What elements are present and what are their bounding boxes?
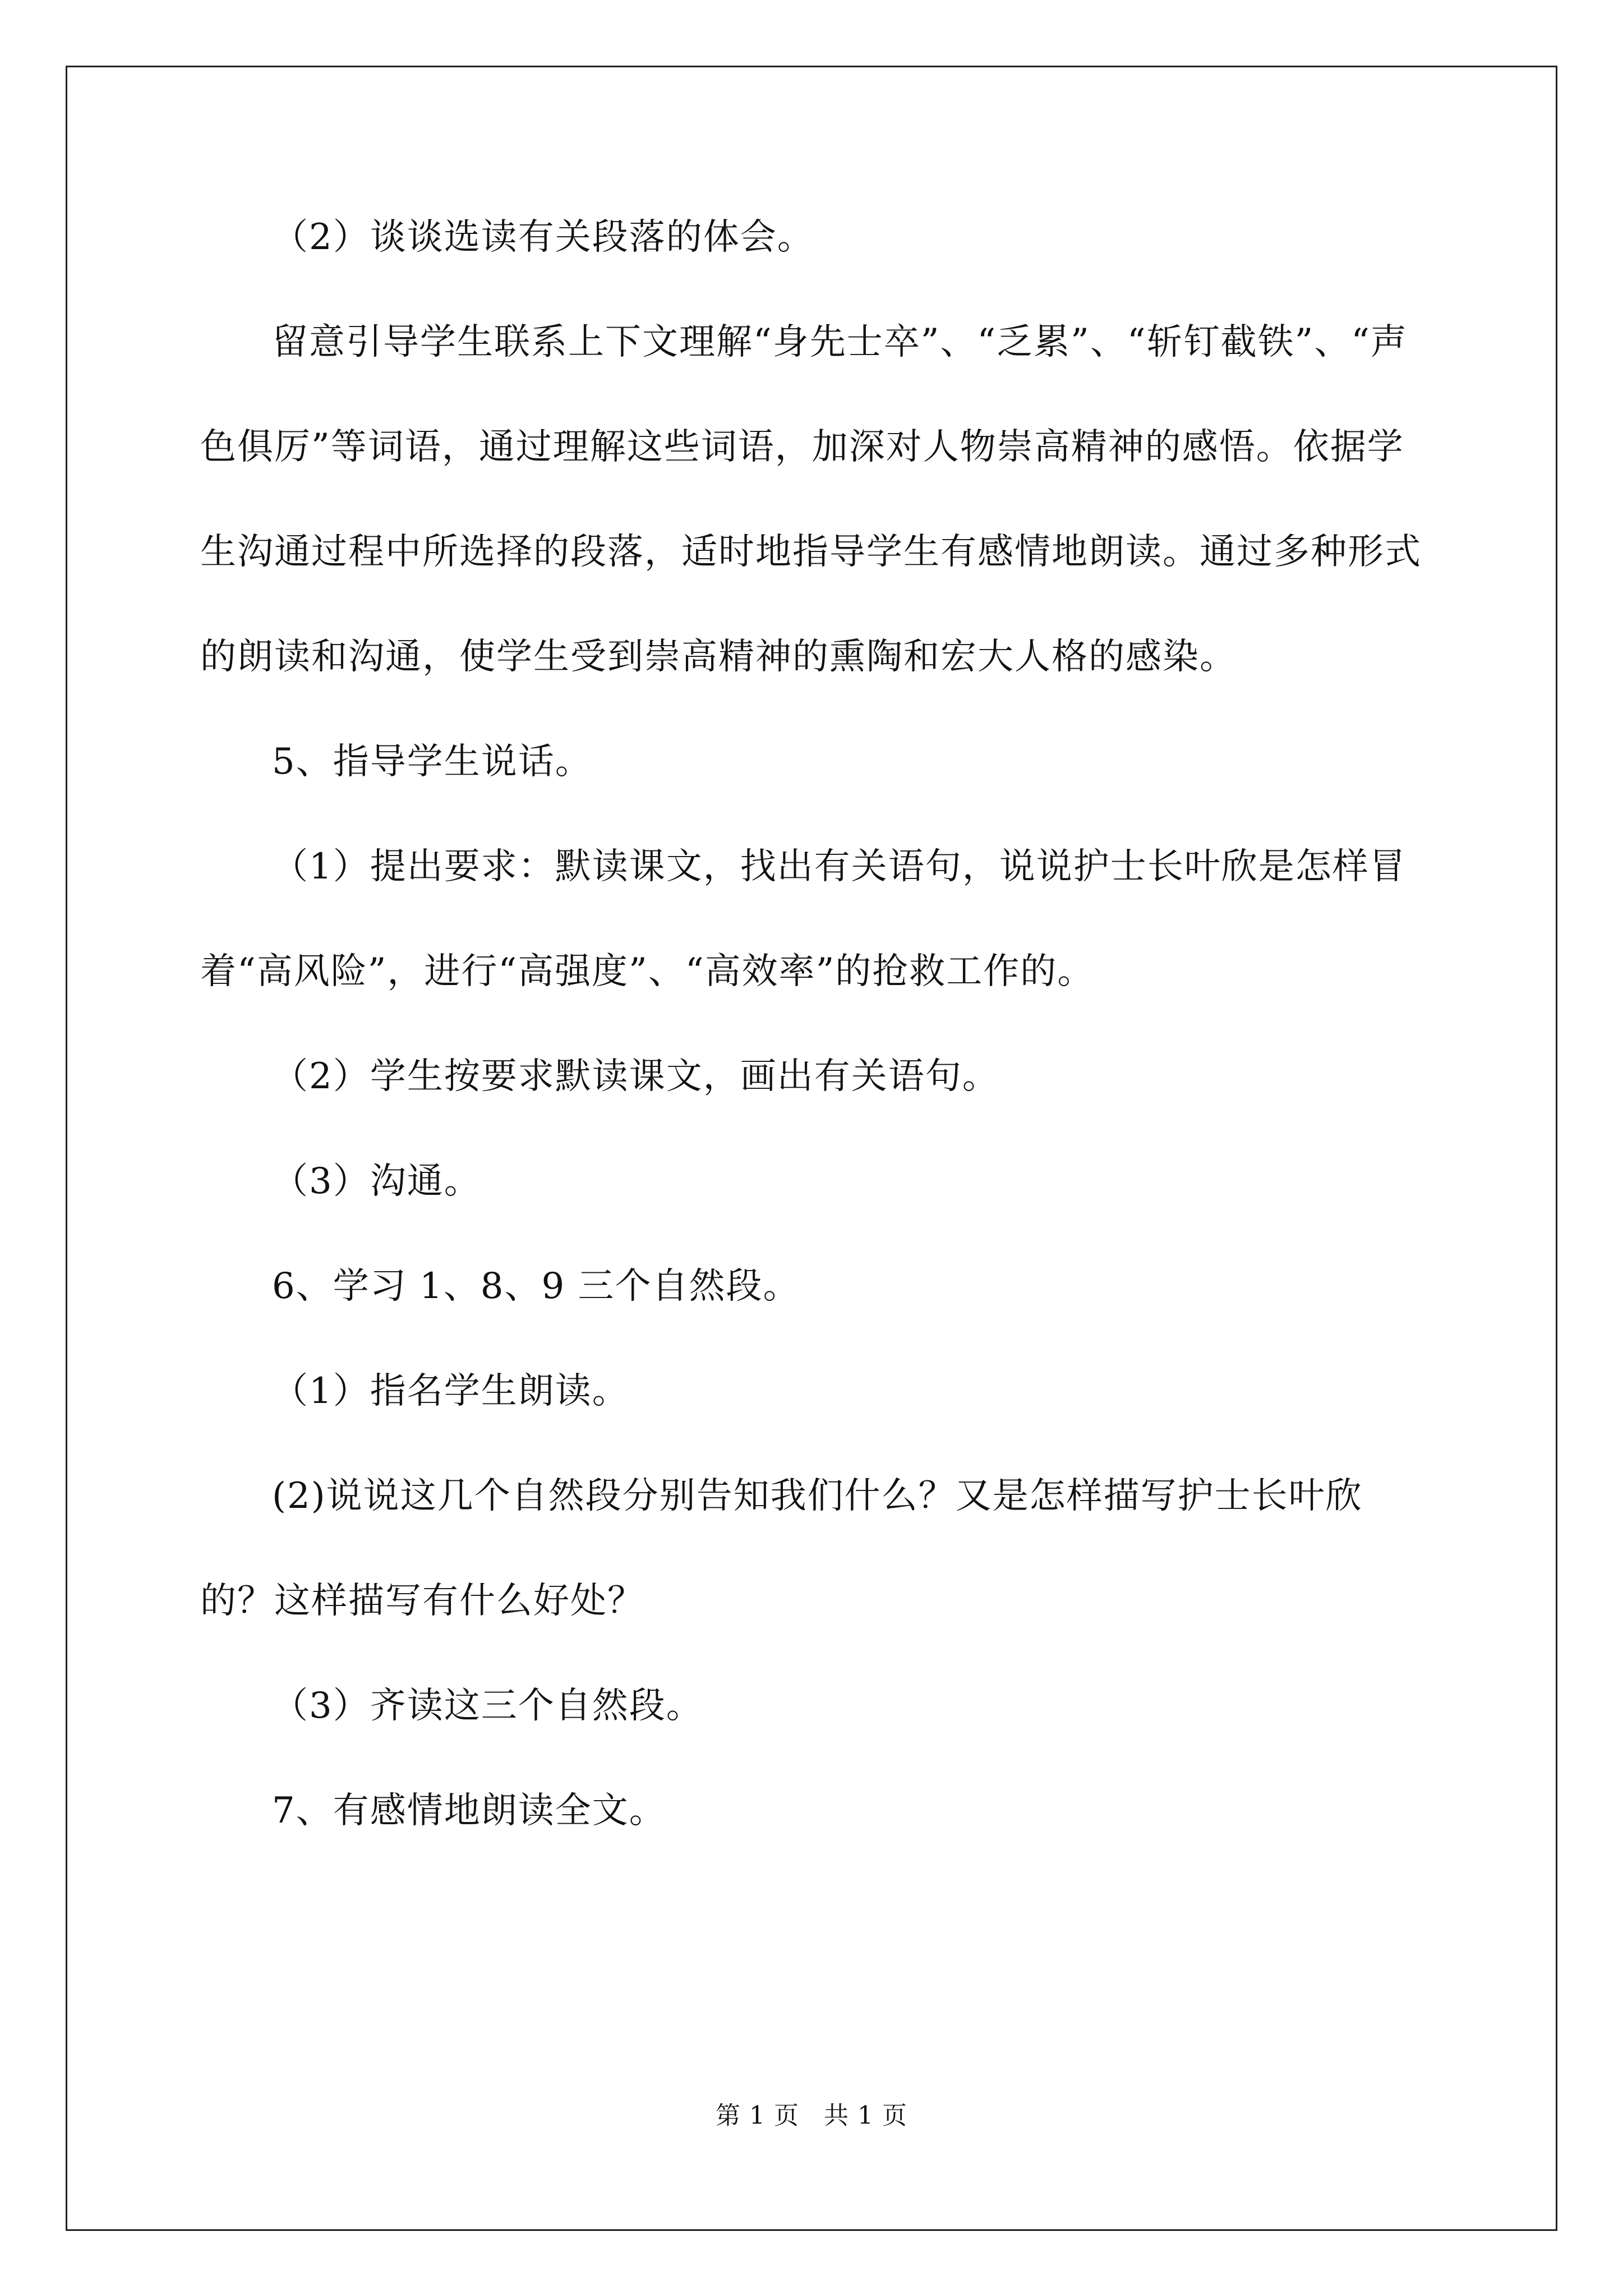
paragraph: 留意引导学生联系上下文理解“身先士卒”、“乏累”、“斩钉截铁”、“声色俱厉”等词语，通过理解这些词语，加深对人物崇高精神的感悟。依据学生沟通过程中所选择的段落，适时地指导学生有感情地朗读。通过多种形式的朗读和沟通，使学生受到崇高精神的熏陶和宏大人格的感染。 — [200, 321, 1422, 678]
document-body — [200, 185, 1428, 1864]
page-number-total: 共 1 页 — [824, 2101, 907, 2130]
paragraph: (2)说说这几个自然段分别告知我们什么？又是怎样描写护士长叶欣的？这样描写有什么好处？ — [200, 1475, 1363, 1622]
paragraph: （2）学生按要求默读课文，画出有关语句。 — [272, 1056, 999, 1097]
paragraph: （1）提出要求：默读课文，找出有关语句，说说护士长叶欣是怎样冒着“高风险”，进行“高强度”、“高效率”的抢救工作的。 — [200, 846, 1407, 992]
page-number-current: 第 1 页 — [716, 2101, 799, 2130]
paragraph: （1）指名学生朗读。 — [272, 1370, 629, 1412]
paragraph: 7、有感情地朗读全文。 — [272, 1790, 666, 1832]
paragraph: （2）谈谈选读有关段落的体会。 — [272, 217, 814, 258]
paragraph: （3）齐读这三个自然段。 — [272, 1685, 703, 1727]
paragraph: （3）沟通。 — [272, 1161, 481, 1202]
page-footer — [0, 2099, 1623, 2133]
paragraph: 5、指导学生说话。 — [272, 741, 592, 783]
paragraph: 6、学习 1、8、9 三个自然段。 — [272, 1266, 800, 1307]
